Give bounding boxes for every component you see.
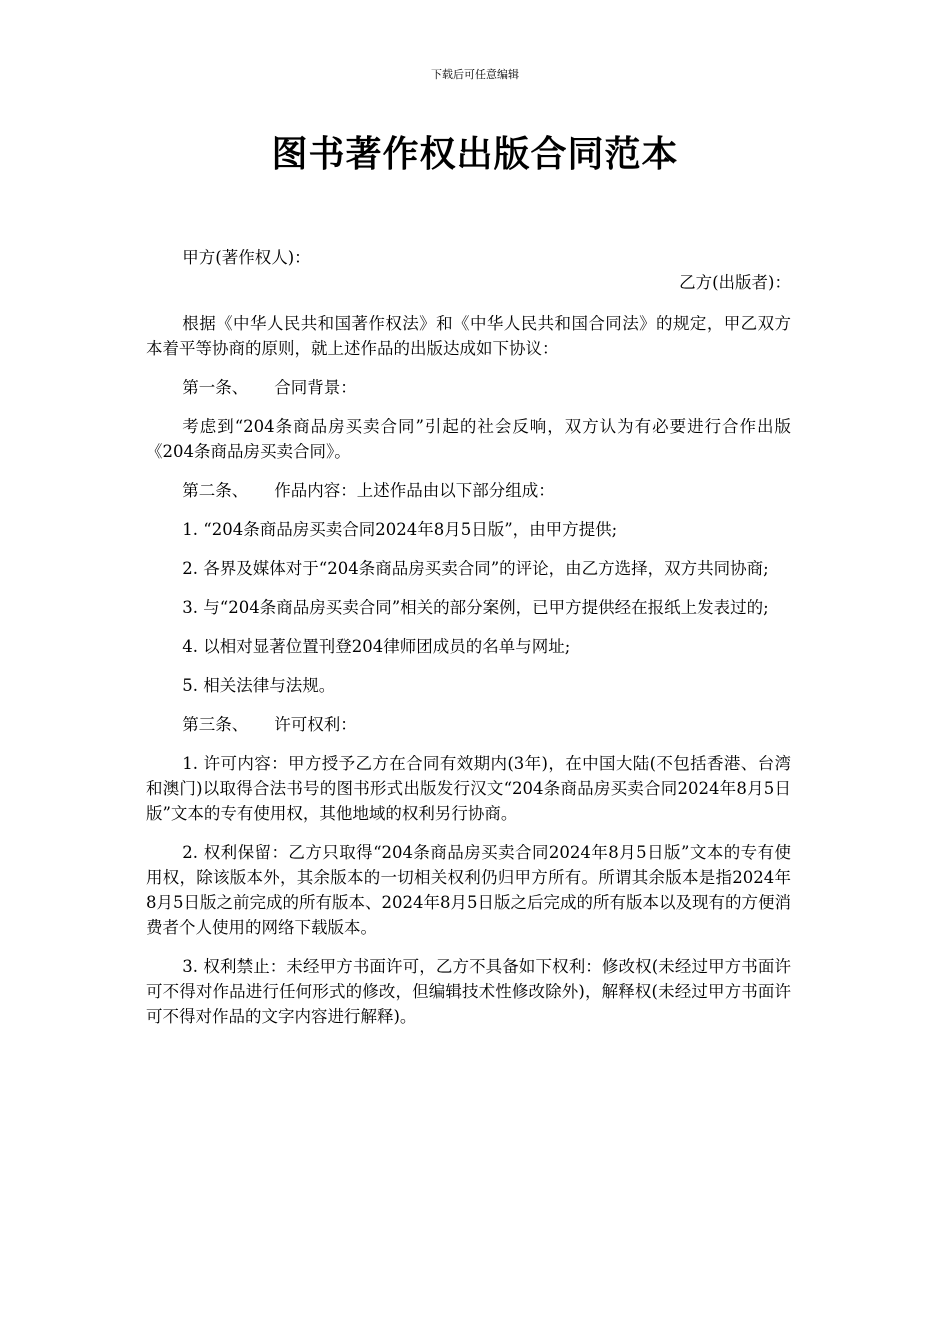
article-2-title: 作品内容：上述作品由以下部分组成： <box>274 481 555 500</box>
rights-item-1: 1. 许可内容：甲方授予乙方在合同有效期内(3年)，在中国大陆(不包括香港、台湾和澳门)以取得合法书号的图书形式出版发行汉文“204条商品房买卖合同2024年8月5日版”文本的专有使用权，其他地域的权利另行协商。 <box>146 754 791 823</box>
article-3-number: 第三条、 <box>182 715 249 734</box>
document-body <box>146 245 791 1043</box>
article-1-heading <box>146 375 791 400</box>
party-a-line: 甲方(著作权人)： <box>182 248 311 267</box>
content-item-3: 3. 与“204条商品房买卖合同”相关的部分案例，已甲方提供经在报纸上发表过的; <box>182 598 769 617</box>
content-item-2: 2. 各界及媒体对于“204条商品房买卖合同”的评论，由乙方选择，双方共同协商; <box>182 559 769 578</box>
article-1-title: 合同背景： <box>274 378 357 397</box>
party-b-line: 乙方(出版者)： <box>679 273 791 292</box>
rights-item-2: 2. 权利保留：乙方只取得“204条商品房买卖合同2024年8月5日版”文本的专有使用权，除该版本外，其余版本的一切相关权利仍归甲方所有。所谓其余版本是指2024年8月5日版之前完成的所有版本、2024年8月5日版之后完成的所有版本以及现有的方便消费者个人使用的网络下载版本。 <box>146 843 791 937</box>
document-title: 图书著作权出版合同范本 <box>271 133 679 175</box>
page-header: 下载后可任意编辑 <box>431 68 519 81</box>
article-1-number: 第一条、 <box>182 378 249 397</box>
article-2-number: 第二条、 <box>182 481 249 500</box>
article-3-heading <box>146 712 791 737</box>
content-item-5: 5. 相关法律与法规。 <box>182 676 336 695</box>
background-paragraph: 考虑到“204条商品房买卖合同”引起的社会反响，双方认为有必要进行合作出版《204条商品房买卖合同》。 <box>146 417 791 461</box>
content-item-4: 4. 以相对显著位置刊登204律师团成员的名单与网址; <box>182 637 571 656</box>
content-item-1: 1. “204条商品房买卖合同2024年8月5日版”，由甲方提供; <box>182 520 618 539</box>
article-2-heading <box>146 478 791 503</box>
article-3-title: 许可权利： <box>274 715 357 734</box>
intro-paragraph: 根据《中华人民共和国著作权法》和《中华人民共和国合同法》的规定，甲乙双方本着平等协商的原则，就上述作品的出版达成如下协议： <box>146 314 791 358</box>
rights-item-3: 3. 权利禁止：未经甲方书面许可，乙方不具备如下权利：修改权(未经过甲方书面许可不得对作品进行任何形式的修改，但编辑技术性修改除外)，解释权(未经过甲方书面许可不得对作品的文字内容进行解释)。 <box>146 957 791 1026</box>
